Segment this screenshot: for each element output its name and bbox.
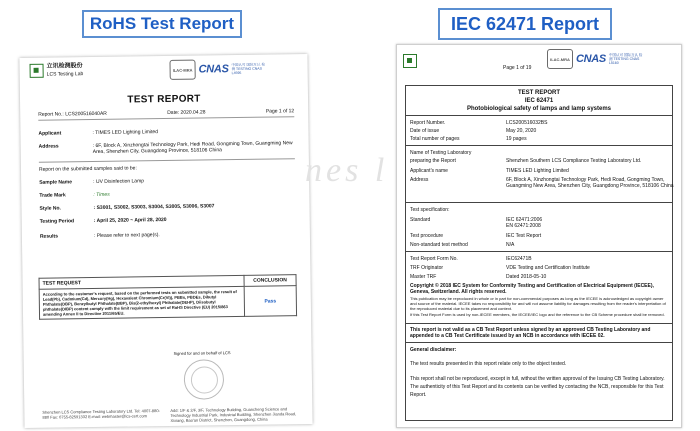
cnas-caption: 中国认可 国际互认 检测 TESTING CNAS L4595	[231, 62, 265, 76]
divider	[39, 158, 295, 163]
signature-line: Signed for and on behalf of LCS	[173, 350, 231, 356]
lab-name-cn: 立讯检测股份	[46, 63, 83, 70]
standard-title: IEC 62471	[524, 98, 554, 104]
ilac-mra-icon: ILAC-MRA	[547, 49, 573, 69]
watermark-text: nes l	[305, 152, 389, 189]
field-applicant: Applicant : TIMES LED Lighting Limited	[38, 129, 159, 137]
report-title: TEST REPORT	[517, 90, 560, 96]
lab-name-label: Name of Testing Laboratory	[410, 150, 472, 156]
field-address: Address : 6F, Block A, Xinzhongtai Technology Park, Hedi Road, Gongming Town, Guangming New Area, Shenzhen City, Guangdong Province, 518106 China	[38, 140, 293, 156]
lcs-logo	[403, 54, 417, 68]
copyright-text: This publication may be reproduced in whole or in part for non-commercial purposes as long as the IECEE is acknowledged as copyright owner and source of the material. IECEE takes no responsibility for and will not assume liability for damages resulting from the reader's interpretation of the reproduced material due to its placement and context.	[410, 296, 666, 311]
page-count: Page 1 of 19	[503, 65, 532, 71]
field-address: Address 6F, Block A, Xinzhongtai Technology Park, Hedi Road, Gongming Town, Guangming New Area, Shenzhen City, Guangdong Province, 518106 China	[410, 177, 674, 189]
disclaimer-heading: General disclaimer:	[410, 347, 457, 353]
field-results: Results : Please refer to next page(s).	[39, 232, 160, 240]
spec-label: Test specification:	[410, 207, 450, 213]
report-meta-row: Report No.: LCS200516040AR Date: 2020.04.28 Page 1 of 12	[38, 108, 295, 118]
field-trf-no: Test Report Form No. IEC62471B	[410, 256, 532, 262]
cnas-logo-icon: CNAS	[576, 53, 606, 65]
report-date: 2020.04.28	[180, 109, 206, 116]
disclaimer-line: The test results presented in this report relate only to the object tested.	[410, 361, 567, 367]
field-standard: Standard IEC 62471:2006 EN 62471:2008	[410, 217, 543, 229]
report-number: LCS200516040AR	[65, 110, 107, 118]
field-trade-mark: Trade Mark : Times	[39, 191, 110, 199]
table-header-request: TEST REQUEST	[39, 275, 244, 289]
validity-notice: This report is not valid as a CB Test Report unless signed by an approved CB Testing Laboratory and appended to a CB Test Certificate issued by an NCB in accordance with IECEE 02.	[410, 327, 651, 339]
lcs-logo-icon	[403, 54, 417, 68]
accreditation-logos	[547, 49, 645, 69]
ilac-mra-icon: ILAC-MRA	[169, 60, 195, 80]
field-report-number: Report Number. LCS200516032BS	[410, 120, 548, 126]
field-testing-period: Testing Period : April 25, 2020 ~ April 28, 2020	[39, 216, 167, 225]
report-title: TEST REPORT	[127, 93, 201, 106]
cnas-logo-icon: CNAS	[198, 63, 229, 76]
conclusion-value: Pass	[244, 286, 296, 317]
rohs-banner: RoHS Test Report	[82, 10, 242, 38]
copyright-note: If this Test Report Form is used by non-IECEE members, the IECEE/IEC logo and the reference to the CB Scheme procedure shall be removed.	[410, 312, 665, 317]
field-non-standard: Non-standard test method N/A	[410, 242, 515, 248]
field-style-no: Style No. : S3001, S3002, S3003, S3004, S3005, S3006, S3007	[39, 203, 215, 212]
report-frame	[405, 85, 673, 421]
field-applicant: Applicant's name TIMES LED Lighting Limited	[410, 168, 569, 174]
lab-name-en: LCS Testing Lab	[46, 70, 84, 78]
field-sample-name: Sample Name : UV Disinfection Lamp	[39, 178, 145, 186]
field-total-pages: Total number of pages 19 pages	[410, 136, 527, 142]
disclaimer-line: This report shall not be reproduced, except in full, without the written approval of the Issuing CB Testing Laboratory. The authenticity of this Test Report and its contents can be verified by contacting the NCB, responsible for this Test Report.	[410, 376, 665, 398]
submitted-note: Report on the submitted samples said to be:	[38, 165, 137, 173]
company-stamp	[184, 359, 225, 400]
report-subtitle: Photobiological safety of lamps and lamp systems	[466, 106, 612, 112]
field-master-trf: Master TRF Dated 2018-05-10	[410, 274, 547, 280]
field-date-of-issue: Date of issue May 20, 2020	[410, 128, 537, 134]
report-footer: Shenzhen LCS Compliance Testing Laboratory Ltd. Tel: 4007-880-880 Fax: 0755-82591332 E-mail: webmaster@lcs-cert.com Add: 1/F & 2/F, 3/F, Technology Building, Guancheng Science and Technology Industrial Park, Industrial Building, Shenzhen Jianda Road, Xixiang, Bao'an District, Shenzhen, Guangdong, China	[42, 406, 297, 423]
lcs-logo	[30, 63, 84, 78]
field-test-procedure: Test procedure IEC Test Report	[410, 233, 542, 239]
test-request-text: According to the customer's request, based on the performed tests on submitted sample, the result of Lead(Pb), Cadmium(Cd), Mercury(Hg), Hexavalent Chromium(Cr(VI)), PBBs, PBDEs, Dibutyl Phthalate(DBP), Benzylbutyl Phthalate(BBP), Bis(2-ethylhexyl) Phthalate(DEHP), Diisobutyl phthalate(DIBP) content comply with the limit requirement as set of RoHS Directive (EU) 2015/863 amending Annex II to Directive 2011/65/EU.	[39, 286, 244, 319]
accreditation-logos	[169, 59, 267, 80]
page-count: Page 1 of 12	[265, 108, 295, 115]
table-header-conclusion: CONCLUSION	[244, 275, 296, 287]
field-trf-originator: TRF Originator VDE Testing and Certification Institute	[410, 265, 590, 271]
iec-report-page	[396, 44, 682, 428]
lcs-logo-icon	[30, 64, 44, 78]
test-request-table	[39, 274, 298, 320]
cnas-caption: 中国认可 国际互认 检测 TESTING CNAS L5160	[608, 53, 643, 65]
rohs-report-page	[19, 54, 312, 428]
copyright-heading: Copyright © 2018 IEC System for Conformity Testing and Certification of Electrical Equipment (IECEE), Geneva, Switzerland. All rights reserved.	[410, 283, 654, 295]
field-lab-preparing: preparing the Report Shenzhen Southern LCS Compliance Testing Laboratory Ltd.	[410, 158, 642, 164]
iec-banner: IEC 62471 Report	[438, 8, 612, 40]
